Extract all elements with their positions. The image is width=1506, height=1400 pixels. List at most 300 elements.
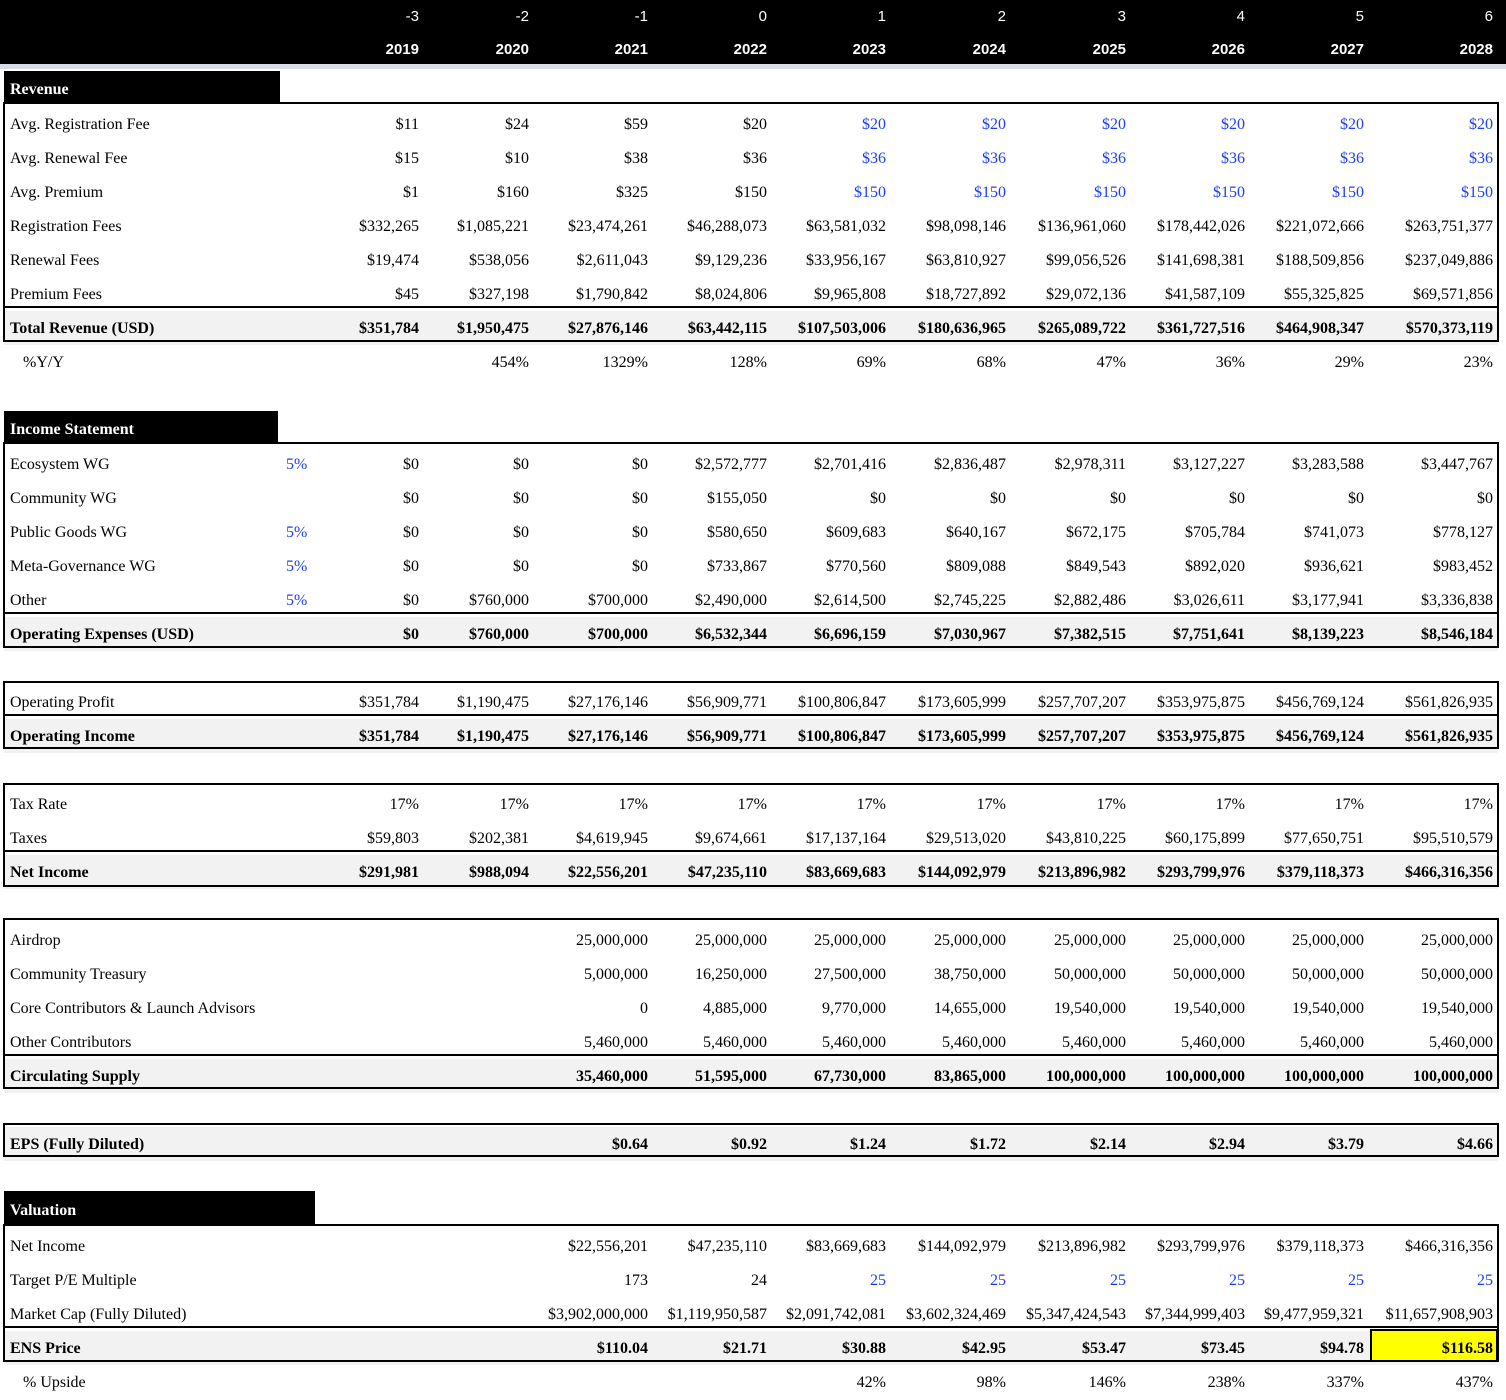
- operating-income-cell[interactable]: $100,806,847: [798, 728, 886, 745]
- ens-price-cell[interactable]: $94.78: [1320, 1340, 1364, 1357]
- operating-profit-cell[interactable]: $173,605,999: [918, 694, 1006, 711]
- operating-income-cell[interactable]: $27,176,146: [568, 728, 648, 745]
- avg-registration-fee-cell[interactable]: $11: [395, 116, 419, 133]
- renewal-fees-cell[interactable]: $33,956,167: [806, 252, 886, 269]
- net-income-cell[interactable]: $213,896,982: [1038, 864, 1126, 881]
- meta-governance-wg-cell[interactable]: $0: [513, 558, 529, 575]
- community-treasury-cell[interactable]: 38,750,000: [934, 966, 1006, 983]
- ecosystem-wg-cell[interactable]: $2,836,487: [934, 456, 1006, 473]
- core-contributors-launch-advisors-cell[interactable]: 9,770,000: [822, 1000, 886, 1017]
- net-income-cell[interactable]: $22,556,201: [568, 864, 648, 881]
- avg-registration-fee-cell[interactable]: $20: [862, 116, 886, 133]
- ecosystem-wg-cell[interactable]: $3,127,227: [1173, 456, 1245, 473]
- circulating-supply-cell[interactable]: 83,865,000: [934, 1068, 1006, 1085]
- airdrop-cell[interactable]: 25,000,000: [814, 932, 886, 949]
- upside-cell[interactable]: 337%: [1326, 1374, 1364, 1391]
- ecosystem-wg-cell[interactable]: $3,447,767: [1421, 456, 1493, 473]
- community-wg-cell[interactable]: $0: [1110, 490, 1126, 507]
- tax-rate-cell[interactable]: 17%: [976, 796, 1006, 813]
- avg-premium-cell[interactable]: $150: [1332, 184, 1364, 201]
- market-cap-fully-diluted-cell[interactable]: $5,347,424,543: [1026, 1306, 1126, 1323]
- registration-fees-cell[interactable]: $63,581,032: [806, 218, 886, 235]
- operating-profit-cell[interactable]: $456,769,124: [1276, 694, 1364, 711]
- core-contributors-launch-advisors-cell[interactable]: 19,540,000: [1173, 1000, 1245, 1017]
- net-income-cell[interactable]: $83,669,683: [806, 1238, 886, 1255]
- operating-expenses-usd-cell[interactable]: $8,546,184: [1421, 626, 1493, 643]
- net-income-cell[interactable]: $47,235,110: [687, 1238, 767, 1255]
- avg-premium-cell[interactable]: $150: [974, 184, 1006, 201]
- target-p-e-multiple-cell[interactable]: 25: [1110, 1272, 1126, 1289]
- community-wg-cell[interactable]: $0: [1348, 490, 1364, 507]
- upside-cell[interactable]: 238%: [1207, 1374, 1245, 1391]
- renewal-fees-cell[interactable]: $538,056: [469, 252, 529, 269]
- core-contributors-launch-advisors-cell[interactable]: 4,885,000: [703, 1000, 767, 1017]
- avg-registration-fee-cell[interactable]: $20: [743, 116, 767, 133]
- circulating-supply-cell[interactable]: 35,460,000: [576, 1068, 648, 1085]
- premium-fees-cell[interactable]: $69,571,856: [1413, 286, 1493, 303]
- community-wg-cell[interactable]: $155,050: [707, 490, 767, 507]
- year-header: 2019: [385, 41, 419, 58]
- renewal-fees-cell[interactable]: $188,509,856: [1276, 252, 1364, 269]
- other-contributors-cell[interactable]: 5,460,000: [1181, 1034, 1245, 1051]
- operating-income-cell[interactable]: $351,784: [359, 728, 419, 745]
- upside-cell[interactable]: 146%: [1088, 1374, 1126, 1391]
- year-header: 2027: [1330, 41, 1364, 58]
- tax-rate-cell[interactable]: 17%: [618, 796, 648, 813]
- ecosystem-wg-cell[interactable]: $0: [403, 456, 419, 473]
- tax-rate-cell[interactable]: 17%: [856, 796, 886, 813]
- ens-price-cell[interactable]: $110.04: [596, 1340, 648, 1357]
- core-contributors-launch-advisors-cell[interactable]: 19,540,000: [1054, 1000, 1126, 1017]
- community-wg-cell[interactable]: $0: [513, 490, 529, 507]
- community-wg-cell[interactable]: $0: [632, 490, 648, 507]
- eps-fully-diluted-cell[interactable]: $3.79: [1328, 1136, 1364, 1153]
- community-treasury-cell[interactable]: 16,250,000: [695, 966, 767, 983]
- meta-governance-wg-cell[interactable]: $770,560: [826, 558, 886, 575]
- y-y-cell[interactable]: 68%: [976, 354, 1006, 371]
- year-header: 2021: [614, 41, 648, 58]
- operating-income-cell[interactable]: $456,769,124: [1276, 728, 1364, 745]
- avg-renewal-fee-cell[interactable]: $36: [1340, 150, 1364, 167]
- community-treasury-cell[interactable]: 27,500,000: [814, 966, 886, 983]
- operating-profit-cell[interactable]: $257,707,207: [1038, 694, 1126, 711]
- operating-income-cell[interactable]: $353,975,875: [1157, 728, 1245, 745]
- premium-fees-cell[interactable]: $327,198: [469, 286, 529, 303]
- renewal-fees-cell[interactable]: $2,611,043: [576, 252, 648, 269]
- circulating-supply-cell[interactable]: 100,000,000: [1413, 1068, 1493, 1085]
- other-contributors-cell[interactable]: 5,460,000: [942, 1034, 1006, 1051]
- net-income-cell[interactable]: $466,316,356: [1405, 864, 1493, 881]
- target-p-e-multiple-cell[interactable]: 173: [624, 1272, 648, 1289]
- renewal-fees-cell[interactable]: $63,810,927: [926, 252, 1006, 269]
- target-p-e-multiple-cell[interactable]: 25: [870, 1272, 886, 1289]
- circulating-supply-cell[interactable]: 100,000,000: [1284, 1068, 1364, 1085]
- total-revenue-usd-cell[interactable]: $1,950,475: [457, 320, 529, 337]
- operating-expenses-usd-cell[interactable]: $0: [403, 626, 419, 643]
- avg-premium-cell[interactable]: $325: [616, 184, 648, 201]
- operating-expenses-usd-cell[interactable]: $6,532,344: [695, 626, 767, 643]
- avg-premium-cell[interactable]: $160: [497, 184, 529, 201]
- operating-profit-cell[interactable]: $561,826,935: [1405, 694, 1493, 711]
- tax-rate-cell[interactable]: 17%: [389, 796, 419, 813]
- core-contributors-launch-advisors-cell[interactable]: 14,655,000: [934, 1000, 1006, 1017]
- market-cap-fully-diluted-cell[interactable]: $9,477,959,321: [1264, 1306, 1364, 1323]
- community-wg-cell[interactable]: $0: [403, 490, 419, 507]
- year-header: 2028: [1459, 41, 1493, 58]
- avg-renewal-fee-cell[interactable]: $36: [982, 150, 1006, 167]
- premium-fees-label: Premium Fees: [10, 286, 102, 303]
- meta-governance-wg-cell[interactable]: $0: [403, 558, 419, 575]
- other-cell[interactable]: $3,177,941: [1292, 592, 1364, 609]
- avg-premium-cell[interactable]: $1: [403, 184, 419, 201]
- registration-fees-cell[interactable]: $46,288,073: [687, 218, 767, 235]
- net-income-cell[interactable]: $22,556,201: [568, 1238, 648, 1255]
- operating-expenses-usd-cell[interactable]: $700,000: [588, 626, 648, 643]
- airdrop-cell[interactable]: 25,000,000: [576, 932, 648, 949]
- net-income-cell[interactable]: $988,094: [469, 864, 529, 881]
- avg-registration-fee-cell[interactable]: $20: [1469, 116, 1493, 133]
- net-income-cell[interactable]: $291,981: [359, 864, 419, 881]
- net-income-cell[interactable]: $47,235,110: [687, 864, 767, 881]
- registration-fees-cell[interactable]: $263,751,377: [1405, 218, 1493, 235]
- y-y-cell[interactable]: 128%: [729, 354, 767, 371]
- tax-rate-cell[interactable]: 17%: [1463, 796, 1493, 813]
- avg-premium-cell[interactable]: $150: [854, 184, 886, 201]
- eps-fully-diluted-cell[interactable]: $1.72: [970, 1136, 1006, 1153]
- premium-fees-cell[interactable]: $41,587,109: [1165, 286, 1245, 303]
- core-contributors-launch-advisors-cell[interactable]: 0: [640, 1000, 648, 1017]
- period-header: 2: [997, 8, 1006, 25]
- meta-governance-wg-cell[interactable]: $983,452: [1433, 558, 1493, 575]
- community-wg-cell[interactable]: $0: [870, 490, 886, 507]
- net-income-cell[interactable]: $213,896,982: [1038, 1238, 1126, 1255]
- total-revenue-usd-cell[interactable]: $107,503,006: [798, 320, 886, 337]
- circulating-supply-label: Circulating Supply: [10, 1068, 140, 1085]
- other-contributors-cell[interactable]: 5,460,000: [584, 1034, 648, 1051]
- public-goods-wg-growth-rate[interactable]: 5%: [286, 524, 308, 541]
- airdrop-cell[interactable]: 25,000,000: [1292, 932, 1364, 949]
- ecosystem-wg-cell[interactable]: $0: [632, 456, 648, 473]
- meta-governance-wg-cell[interactable]: $0: [632, 558, 648, 575]
- ens-price-label: ENS Price: [10, 1340, 81, 1357]
- taxes-label: Taxes: [10, 830, 48, 847]
- meta-governance-wg-growth-rate[interactable]: 5%: [286, 558, 308, 575]
- ens-price-cell[interactable]: $73.45: [1201, 1340, 1245, 1357]
- other-contributors-cell[interactable]: 5,460,000: [703, 1034, 767, 1051]
- ecosystem-wg-cell[interactable]: $2,701,416: [814, 456, 886, 473]
- ens-price-cell[interactable]: $30.88: [842, 1340, 886, 1357]
- renewal-fees-cell[interactable]: $237,049,886: [1405, 252, 1493, 269]
- taxes-cell[interactable]: $17,137,164: [806, 830, 886, 847]
- tax-rate-cell[interactable]: 17%: [1215, 796, 1245, 813]
- ens-price-cell[interactable]: $42.95: [962, 1340, 1006, 1357]
- avg-premium-cell[interactable]: $150: [1461, 184, 1493, 201]
- market-cap-fully-diluted-cell[interactable]: $1,119,950,587: [667, 1306, 767, 1323]
- upside-label: % Upside: [23, 1374, 86, 1391]
- renewal-fees-cell[interactable]: $99,056,526: [1046, 252, 1126, 269]
- avg-renewal-fee-cell[interactable]: $38: [624, 150, 648, 167]
- avg-renewal-fee-cell[interactable]: $10: [505, 150, 529, 167]
- operating-income-cell[interactable]: $1,190,475: [457, 728, 529, 745]
- community-treasury-cell[interactable]: 50,000,000: [1173, 966, 1245, 983]
- ecosystem-wg-growth-rate[interactable]: 5%: [286, 456, 308, 473]
- market-cap-fully-diluted-cell[interactable]: $3,902,000,000: [548, 1306, 648, 1323]
- target-p-e-multiple-label: Target P/E Multiple: [10, 1272, 137, 1289]
- airdrop-cell[interactable]: 25,000,000: [1421, 932, 1493, 949]
- premium-fees-cell[interactable]: $9,965,808: [814, 286, 886, 303]
- other-cell[interactable]: $2,614,500: [814, 592, 886, 609]
- other-contributors-cell[interactable]: 5,460,000: [1062, 1034, 1126, 1051]
- public-goods-wg-cell[interactable]: $672,175: [1066, 524, 1126, 541]
- net-income-cell[interactable]: $379,118,373: [1276, 1238, 1364, 1255]
- eps-fully-diluted-cell[interactable]: $4.66: [1457, 1136, 1493, 1153]
- net-income-cell[interactable]: $293,799,976: [1157, 1238, 1245, 1255]
- meta-governance-wg-cell[interactable]: $936,621: [1304, 558, 1364, 575]
- other-cell[interactable]: $760,000: [469, 592, 529, 609]
- operating-profit-cell[interactable]: $100,806,847: [798, 694, 886, 711]
- avg-renewal-fee-cell[interactable]: $36: [862, 150, 886, 167]
- meta-governance-wg-cell[interactable]: $892,020: [1185, 558, 1245, 575]
- public-goods-wg-cell[interactable]: $778,127: [1433, 524, 1493, 541]
- public-goods-wg-cell[interactable]: $0: [403, 524, 419, 541]
- ens-price-cell[interactable]: $21.71: [723, 1340, 767, 1357]
- target-p-e-multiple-cell[interactable]: 25: [1348, 1272, 1364, 1289]
- eps-fully-diluted-cell[interactable]: $2.14: [1090, 1136, 1126, 1153]
- total-revenue-usd-cell[interactable]: $464,908,347: [1276, 320, 1364, 337]
- premium-fees-cell[interactable]: $55,325,825: [1284, 286, 1364, 303]
- operating-profit-cell[interactable]: $353,975,875: [1157, 694, 1245, 711]
- other-cell[interactable]: $3,336,838: [1421, 592, 1493, 609]
- taxes-cell[interactable]: $29,513,020: [926, 830, 1006, 847]
- upside-cell[interactable]: 98%: [976, 1374, 1006, 1391]
- operating-expenses-usd-cell[interactable]: $7,751,641: [1173, 626, 1245, 643]
- registration-fees-cell[interactable]: $221,072,666: [1276, 218, 1364, 235]
- airdrop-cell[interactable]: 25,000,000: [934, 932, 1006, 949]
- avg-premium-cell[interactable]: $150: [1094, 184, 1126, 201]
- community-treasury-cell[interactable]: 50,000,000: [1054, 966, 1126, 983]
- avg-renewal-fee-cell[interactable]: $36: [1221, 150, 1245, 167]
- premium-fees-cell[interactable]: $45: [395, 286, 419, 303]
- tax-rate-cell[interactable]: 17%: [499, 796, 529, 813]
- core-contributors-launch-advisors-cell[interactable]: 19,540,000: [1292, 1000, 1364, 1017]
- net-income-cell[interactable]: $466,316,356: [1405, 1238, 1493, 1255]
- public-goods-wg-cell[interactable]: $705,784: [1185, 524, 1245, 541]
- avg-registration-fee-cell[interactable]: $20: [1221, 116, 1245, 133]
- avg-renewal-fee-cell[interactable]: $36: [743, 150, 767, 167]
- total-revenue-usd-cell[interactable]: $351,784: [359, 320, 419, 337]
- other-growth-rate[interactable]: 5%: [286, 592, 308, 609]
- taxes-cell[interactable]: $95,510,579: [1413, 830, 1493, 847]
- airdrop-cell[interactable]: 25,000,000: [695, 932, 767, 949]
- market-cap-fully-diluted-cell[interactable]: $11,657,908,903: [1385, 1306, 1493, 1323]
- operating-profit-cell[interactable]: $1,190,475: [457, 694, 529, 711]
- ecosystem-wg-cell[interactable]: $2,978,311: [1054, 456, 1126, 473]
- circulating-supply-cell[interactable]: 67,730,000: [814, 1068, 886, 1085]
- other-cell[interactable]: $2,745,225: [934, 592, 1006, 609]
- other-contributors-cell[interactable]: 5,460,000: [822, 1034, 886, 1051]
- other-contributors-cell[interactable]: 5,460,000: [1429, 1034, 1493, 1051]
- upside-cell[interactable]: 437%: [1455, 1374, 1493, 1391]
- market-cap-fully-diluted-cell[interactable]: $3,602,324,469: [906, 1306, 1006, 1323]
- taxes-cell[interactable]: $202,381: [469, 830, 529, 847]
- other-cell[interactable]: $700,000: [588, 592, 648, 609]
- year-header: 2020: [495, 41, 529, 58]
- tax-rate-cell[interactable]: 17%: [737, 796, 767, 813]
- other-cell[interactable]: $2,882,486: [1054, 592, 1126, 609]
- community-treasury-cell[interactable]: 5,000,000: [584, 966, 648, 983]
- target-p-e-multiple-cell[interactable]: 24: [751, 1272, 767, 1289]
- avg-registration-fee-cell[interactable]: $20: [1340, 116, 1364, 133]
- avg-registration-fee-cell[interactable]: $59: [624, 116, 648, 133]
- total-revenue-usd-cell[interactable]: $27,876,146: [568, 320, 648, 337]
- operating-income-cell[interactable]: $257,707,207: [1038, 728, 1126, 745]
- avg-registration-fee-cell[interactable]: $20: [982, 116, 1006, 133]
- eps-fully-diluted-cell[interactable]: $2.94: [1209, 1136, 1245, 1153]
- target-p-e-multiple-cell[interactable]: 25: [990, 1272, 1006, 1289]
- avg-renewal-fee-cell[interactable]: $15: [395, 150, 419, 167]
- community-wg-cell[interactable]: $0: [1229, 490, 1245, 507]
- renewal-fees-cell[interactable]: $19,474: [367, 252, 419, 269]
- operating-profit-cell[interactable]: $27,176,146: [568, 694, 648, 711]
- public-goods-wg-cell[interactable]: $0: [513, 524, 529, 541]
- other-cell[interactable]: $2,490,000: [695, 592, 767, 609]
- registration-fees-cell[interactable]: $178,442,026: [1157, 218, 1245, 235]
- total-revenue-usd-cell[interactable]: $180,636,965: [918, 320, 1006, 337]
- eps-fully-diluted-cell[interactable]: $0.64: [612, 1136, 648, 1153]
- avg-premium-cell[interactable]: $150: [1213, 184, 1245, 201]
- community-wg-label: Community WG: [10, 490, 117, 507]
- public-goods-wg-cell[interactable]: $640,167: [946, 524, 1006, 541]
- renewal-fees-cell[interactable]: $141,698,381: [1157, 252, 1245, 269]
- y-y-cell[interactable]: 1329%: [602, 354, 648, 371]
- total-revenue-usd-cell[interactable]: $361,727,516: [1157, 320, 1245, 337]
- operating-expenses-usd-cell[interactable]: $7,382,515: [1054, 626, 1126, 643]
- operating-profit-cell[interactable]: $56,909,771: [687, 694, 767, 711]
- operating-expenses-usd-cell[interactable]: $6,696,159: [814, 626, 886, 643]
- operating-profit-label: Operating Profit: [10, 694, 115, 711]
- circulating-supply-cell[interactable]: 100,000,000: [1046, 1068, 1126, 1085]
- premium-fees-cell[interactable]: $8,024,806: [695, 286, 767, 303]
- market-cap-fully-diluted-cell[interactable]: $2,091,742,081: [786, 1306, 886, 1323]
- community-treasury-cell[interactable]: 50,000,000: [1292, 966, 1364, 983]
- y-y-cell[interactable]: 23%: [1463, 354, 1493, 371]
- operating-expenses-usd-cell[interactable]: $7,030,967: [934, 626, 1006, 643]
- y-y-cell[interactable]: 29%: [1334, 354, 1364, 371]
- operating-profit-cell[interactable]: $351,784: [359, 694, 419, 711]
- eps-fully-diluted-cell[interactable]: $0.92: [731, 1136, 767, 1153]
- taxes-cell[interactable]: $60,175,899: [1165, 830, 1245, 847]
- year-header: 2025: [1092, 41, 1126, 58]
- operating-income-cell[interactable]: $56,909,771: [687, 728, 767, 745]
- eps-fully-diluted-cell[interactable]: $1.24: [850, 1136, 886, 1153]
- net-income-cell[interactable]: $379,118,373: [1276, 864, 1364, 881]
- y-y-cell[interactable]: 69%: [856, 354, 886, 371]
- circulating-supply-cell[interactable]: 100,000,000: [1165, 1068, 1245, 1085]
- taxes-cell[interactable]: $77,650,751: [1284, 830, 1364, 847]
- public-goods-wg-cell[interactable]: $580,650: [707, 524, 767, 541]
- renewal-fees-cell[interactable]: $9,129,236: [695, 252, 767, 269]
- public-goods-wg-cell[interactable]: $0: [632, 524, 648, 541]
- public-goods-wg-cell[interactable]: $609,683: [826, 524, 886, 541]
- section-revenue-tab: Revenue: [4, 71, 280, 103]
- operating-expenses-usd-cell[interactable]: $8,139,223: [1292, 626, 1364, 643]
- avg-premium-label: Avg. Premium: [10, 184, 104, 201]
- avg-premium-cell[interactable]: $150: [735, 184, 767, 201]
- airdrop-cell[interactable]: 25,000,000: [1054, 932, 1126, 949]
- meta-governance-wg-cell[interactable]: $809,088: [946, 558, 1006, 575]
- target-p-e-multiple-cell[interactable]: 25: [1229, 1272, 1245, 1289]
- avg-renewal-fee-cell[interactable]: $36: [1102, 150, 1126, 167]
- target-p-e-multiple-cell[interactable]: 25: [1477, 1272, 1493, 1289]
- premium-fees-cell[interactable]: $18,727,892: [926, 286, 1006, 303]
- meta-governance-wg-cell[interactable]: $849,543: [1066, 558, 1126, 575]
- community-wg-cell[interactable]: $0: [1477, 490, 1493, 507]
- ens-price-cell[interactable]: $53.47: [1082, 1340, 1126, 1357]
- operating-income-cell[interactable]: $173,605,999: [918, 728, 1006, 745]
- registration-fees-cell[interactable]: $23,474,261: [568, 218, 648, 235]
- community-treasury-cell[interactable]: 50,000,000: [1421, 966, 1493, 983]
- taxes-cell[interactable]: $43,810,225: [1046, 830, 1126, 847]
- operating-income-cell[interactable]: $561,826,935: [1405, 728, 1493, 745]
- community-wg-cell[interactable]: $0: [990, 490, 1006, 507]
- period-header: 5: [1355, 8, 1364, 25]
- core-contributors-launch-advisors-cell[interactable]: 19,540,000: [1421, 1000, 1493, 1017]
- registration-fees-cell[interactable]: $98,098,146: [926, 218, 1006, 235]
- net-income-cell[interactable]: $293,799,976: [1157, 864, 1245, 881]
- y-y-cell[interactable]: 36%: [1215, 354, 1245, 371]
- other-cell[interactable]: $3,026,611: [1173, 592, 1245, 609]
- tax-rate-cell[interactable]: 17%: [1096, 796, 1126, 813]
- premium-fees-cell[interactable]: $1,790,842: [576, 286, 648, 303]
- upside-cell[interactable]: 42%: [856, 1374, 886, 1391]
- taxes-cell[interactable]: $4,619,945: [576, 830, 648, 847]
- avg-renewal-fee-cell[interactable]: $36: [1469, 150, 1493, 167]
- premium-fees-cell[interactable]: $29,072,136: [1046, 286, 1126, 303]
- public-goods-wg-cell[interactable]: $741,073: [1304, 524, 1364, 541]
- net-income-cell[interactable]: $144,092,979: [918, 1238, 1006, 1255]
- taxes-cell[interactable]: $59,803: [367, 830, 419, 847]
- taxes-cell[interactable]: $9,674,661: [695, 830, 767, 847]
- total-revenue-usd-cell[interactable]: $63,442,115: [687, 320, 767, 337]
- period-header: -2: [515, 8, 529, 25]
- other-cell[interactable]: $0: [403, 592, 419, 609]
- meta-governance-wg-cell[interactable]: $733,867: [707, 558, 767, 575]
- total-revenue-usd-cell[interactable]: $570,373,119: [1405, 320, 1493, 337]
- tax-rate-cell[interactable]: 17%: [1334, 796, 1364, 813]
- y-y-cell[interactable]: 454%: [491, 354, 529, 371]
- ecosystem-wg-cell[interactable]: $2,572,777: [695, 456, 767, 473]
- airdrop-cell[interactable]: 25,000,000: [1173, 932, 1245, 949]
- registration-fees-cell[interactable]: $136,961,060: [1038, 218, 1126, 235]
- ecosystem-wg-cell[interactable]: $0: [513, 456, 529, 473]
- ens-price-cell[interactable]: $116.58: [1441, 1340, 1493, 1357]
- ecosystem-wg-cell[interactable]: $3,283,588: [1292, 456, 1364, 473]
- market-cap-fully-diluted-cell[interactable]: $7,344,999,403: [1145, 1306, 1245, 1323]
- avg-registration-fee-cell[interactable]: $24: [505, 116, 529, 133]
- operating-expenses-usd-cell[interactable]: $760,000: [469, 626, 529, 643]
- market-cap-fully-diluted-label: Market Cap (Fully Diluted): [10, 1306, 187, 1323]
- avg-registration-fee-cell[interactable]: $20: [1102, 116, 1126, 133]
- registration-fees-cell[interactable]: $332,265: [359, 218, 419, 235]
- y-y-cell[interactable]: 47%: [1096, 354, 1126, 371]
- circulating-supply-cell[interactable]: 51,595,000: [695, 1068, 767, 1085]
- other-contributors-cell[interactable]: 5,460,000: [1300, 1034, 1364, 1051]
- total-revenue-usd-cell[interactable]: $265,089,722: [1038, 320, 1126, 337]
- registration-fees-cell[interactable]: $1,085,221: [457, 218, 529, 235]
- net-income-cell[interactable]: $83,669,683: [806, 864, 886, 881]
- year-header: 2024: [972, 41, 1006, 58]
- net-income-cell[interactable]: $144,092,979: [918, 864, 1006, 881]
